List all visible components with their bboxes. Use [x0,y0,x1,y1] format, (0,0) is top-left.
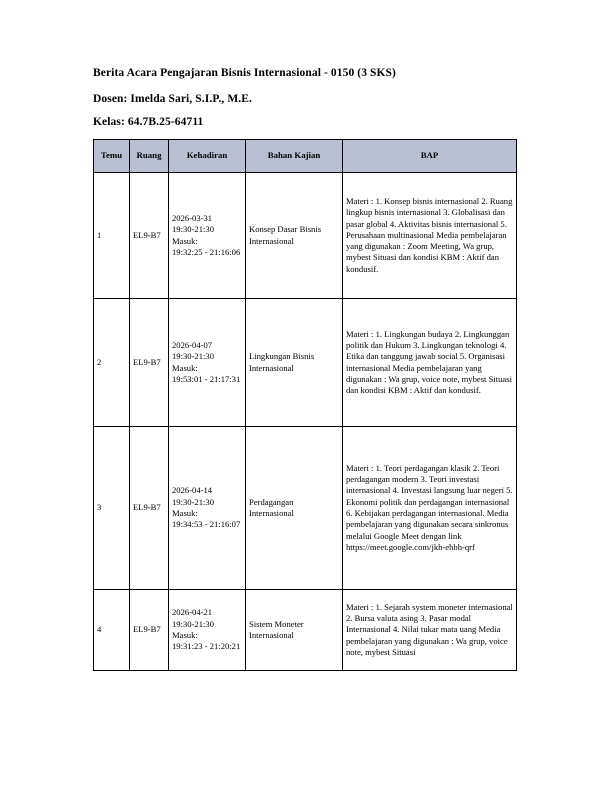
temu-cell: 2 [94,299,130,427]
session-date: 2026-03-31 [172,212,213,223]
column-header-ruang: Ruang [130,140,169,173]
attendance-time: 19:53:01 - 21:17:31 [172,373,241,384]
column-header-bahan-kajian: Bahan Kajian [246,140,343,173]
ruang-cell: EL9-B7 [130,427,169,590]
temu-cell: 4 [94,590,130,671]
attendance-label: Masuk: [172,362,198,373]
attendance-label: Masuk: [172,630,198,640]
session-date: 2026-04-07 [172,339,213,350]
attendance-time: 19:32:25 - 21:16:06 [172,246,241,257]
kehadiran-cell [169,427,246,590]
attendance-label: Masuk: [172,235,198,246]
session-date: 2026-04-21 [172,607,213,618]
kehadiran-cell [169,173,246,299]
session-time: 19:30-21:30 [172,496,215,507]
session-date: 2026-04-14 [172,485,213,496]
table-row [94,173,517,299]
attendance-time: 19:34:53 - 21:16:07 [172,519,241,530]
bahan-kajian-cell: Lingkungan Bisnis Internasional [246,299,343,427]
bahan-kajian-cell: Sistem Moneter Internasional [246,590,343,671]
session-time: 19:30-21:30 [172,224,215,235]
ruang-cell: EL9-B7 [130,590,169,671]
class-line: Kelas: 64.7B.25-64711 [93,116,204,128]
table-row [94,590,517,671]
attendance-label: Masuk: [172,508,198,518]
bap-cell: Materi : 1. Konsep bisnis internasional 2. Ruang lingkup bisnis internasional 3. Globalisasi dan pasar global 4. Aktivitas bisnis internasional 5. Perusahaan multinasional Media pembelajaran yang digunakan : Zoom Meeting, Wa grup, mybest Situasi dan kondisi KBM : Aktif dan kondusif. [343,173,517,299]
teaching-report-table [93,139,517,671]
session-time: 19:30-21:30 [172,351,215,362]
session-time: 19:30-21:30 [172,618,215,629]
document-title: Berita Acara Pengajaran Bisnis Internasional - 0150 (3 SKS) [93,67,396,79]
kehadiran-cell [169,590,246,671]
ruang-cell: EL9-B7 [130,173,169,299]
kehadiran-cell [169,299,246,427]
bahan-kajian-cell: Perdagangan Internasional [246,427,343,590]
table-row [94,299,517,427]
column-header-bap: BAP [343,140,517,173]
temu-cell: 1 [94,173,130,299]
bahan-kajian-cell: Konsep Dasar Bisnis Internasional [246,173,343,299]
lecturer-line: Dosen: Imelda Sari, S.I.P., M.E. [93,93,252,105]
column-header-kehadiran: Kehadiran [169,140,246,173]
bap-cell: Materi : 1. Teori perdagangan klasik 2. Teori perdagangan modern 3. Teori investasi internasional 4. Investasi langsung luar negeri 5. Ekonomi politik dan perdagangan internasional 6. Kebijakan perdagangan internasional. Media pembelajaran yang digunakan secara sinkronus melalui Google Meet dengan link https://meet.google.com/jkh-ehbh-qrf [343,427,517,590]
table-header-row [94,140,517,173]
column-header-temu: Temu [94,140,130,173]
ruang-cell: EL9-B7 [130,299,169,427]
bap-cell: Materi : 1. Lingkungan budaya 2. Lingkunggan politik dan Hukum 3. Lingkungan teknologi 4. Etika dan tanggung jawab social 5. Organisasi internasional Media pembelajaran yang digunakan : Wa grup, voice note, mybest Situasi dan kondisi KBM : Aktif dan kondusif. [343,299,517,427]
bap-cell: Materi : 1. Sejarah system moneter internasional 2. Bursa valuta asing 3. Pasar modal Internasional 4. Nilai tukar mata uang Media pembelajaran yang digunakan : Wa grup, voice note, mybest Situasi [343,590,517,671]
table-row [94,427,517,590]
attendance-time: 19:31:23 - 21:20:21 [172,641,241,652]
temu-cell: 3 [94,427,130,590]
